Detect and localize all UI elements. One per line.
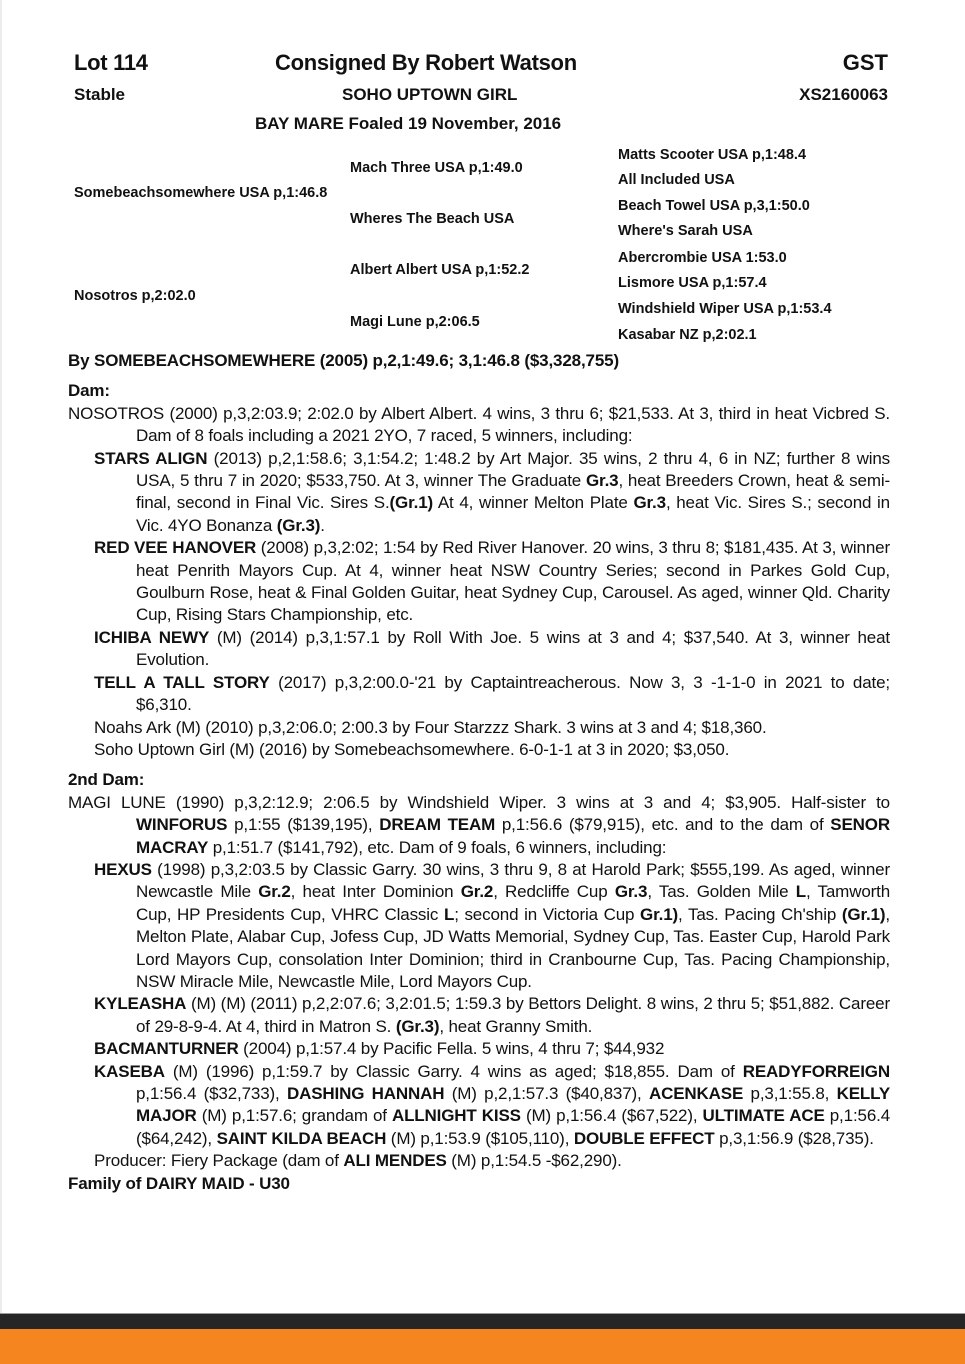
dam-intro: NOSOTROS (2000) p,3,2:03.9; 2:02.0 by Albert Albert. 4 wins, 3 thru 6; $21,533. At 3, third in heat Vicbred S. Dam of 8 foals including a 2021 2YO, 7 raced, 5 winners, including: <box>68 403 890 446</box>
pedigree-gen3: All Included USA <box>618 172 735 188</box>
pedigree-dam: Nosotros p,2:02.0 <box>74 288 196 304</box>
pedigree-gen3: Beach Towel USA p,3,1:50.0 <box>618 198 810 214</box>
location: Stable <box>74 85 126 104</box>
progeny-entry-bacmanturner: BACMANTURNER (2004) p,1:57.4 by Pacific Fella. 5 wins, 4 thru 7; $44,932 <box>94 1039 665 1059</box>
pedigree-dam-sire: Albert Albert USA p,1:52.2 <box>350 262 530 278</box>
horse-id: XS2160063 <box>799 85 888 104</box>
footer-orange-band <box>0 1329 965 1364</box>
second-dam-intro: MAGI LUNE (1990) p,3,2:12.9; 2:06.5 by Windshield Wiper. 3 wins at 3 and 4; $3,905. Half-sister to WINFORUS p,1:55 ($139,195), DREAM TEAM p,1:56.6 ($79,915), etc. and to the dam of SENOR MACRAY p,1:51.7 ($141,792), etc. Dam of 9 foals, 6 winners, including: <box>68 792 891 857</box>
horse-description: BAY MARE Foaled 19 November, 2016 <box>255 114 562 133</box>
progeny-entry: Soho Uptown Girl (M) (2016) by Somebeachsomewhere. 6-0-1-1 at 3 in 2020; $3,050. <box>94 739 730 759</box>
producer-line: Producer: Fiery Package (dam of ALI MENDES (M) p,1:54.5 -$62,290). <box>94 1151 622 1171</box>
progeny-name: RED VEE HANOVER <box>94 538 257 558</box>
footer-dark-band <box>0 1313 965 1330</box>
consignor: Consigned By Robert Watson <box>275 50 577 75</box>
progeny-entry-kyleasha: KYLEASHA (M) (M) (2011) p,2,2:07.6; 3,2:01.5; 1:59.3 by Bettors Delight. 8 wins, 2 thru 5; $51,882. Career of 29-8-9-4. At 4, third in Matron S. (Gr.3), heat Granny Smith. <box>94 994 890 1036</box>
progeny-entry: ICHIBA NEWY (M) (2014) p,3,1:57.1 by Roll With Joe. 5 wins at 3 and 4; $37,540. At 3, winner heat Evolution. <box>94 627 890 670</box>
sale-code: GST <box>842 50 888 75</box>
pedigree-gen3: Matts Scooter USA p,1:48.4 <box>618 147 807 163</box>
pedigree-gen3: Abercrombie USA 1:53.0 <box>618 250 787 266</box>
dam-heading: Dam: <box>68 381 110 401</box>
pedigree-sire-dam: Wheres The Beach USA <box>350 211 515 227</box>
progeny-entry: TELL A TALL STORY (2017) p,3,2:00.0-'21 by Captaintreacherous. Now 3, 3 -1-1-0 in 2021 to date; $6,310. <box>94 672 890 715</box>
horse-name: SOHO UPTOWN GIRL <box>342 85 518 104</box>
pedigree-gen3: Kasabar NZ p,2:02.1 <box>618 327 757 343</box>
progeny-entry-hexus: HEXUS (1998) p,3,2:03.5 by Classic Garry. 30 wins, 3 thru 9, 8 at Harold Park; $555,199. As aged, winner Newcastle Mile Gr.2, heat Inter Dominion Gr.2, Redcliffe Cup Gr.3, Tas. Golden Mile L, Tamworth Cup, HP Presidents Cup, VHRC Classic L; second in Victoria Cup Gr.1), Tas. Pacing Ch'ship (Gr.1), Melton Plate, Alabar Cup, Jofess Cup, JD Watts Memorial, Sydney Cup, Tas. Easter Cup, Harold Park Lord Mayors Cup, consolation Inter Dominion; third in Cranbourne Cup, Tas. Pacing Championship, NSW Miracle Mile, Newcastle Mile, Lord Mayors Cup. <box>94 859 891 991</box>
pedigree-dam-dam: Magi Lune p,2:06.5 <box>350 314 480 330</box>
lot-number: Lot 114 <box>74 50 148 75</box>
progeny-name: STARS ALIGN <box>94 448 208 468</box>
progeny-name: TELL A TALL STORY <box>94 672 270 692</box>
sire-line: By SOMEBEACHSOMEWHERE (2005) p,2,1:49.6; 3,1:46.8 ($3,328,755) <box>68 351 619 370</box>
progeny-entry: STARS ALIGN (2013) p,2,1:58.6; 3,1:54.2; 1:48.2 by Art Major. 35 wins, 2 thru 4, 6 in NZ; further 8 wins USA, 5 thru 7 in 2020; $533,750. At 3, winner The Graduate Gr.3, heat Breeders Crown, heat & semi-final, second in Final Vic. Sires S.(Gr.1) At 4, winner Melton Plate Gr.3, heat Vic. Sires S.; second in Vic. 4YO Bonanza (Gr.3). <box>94 448 890 535</box>
pedigree-sire: Somebeachsomewhere USA p,1:46.8 <box>74 185 328 201</box>
pedigree-gen3: Lismore USA p,1:57.4 <box>618 275 767 291</box>
progeny-entry: RED VEE HANOVER (2008) p,3,2:02; 1:54 by Red River Hanover. 20 wins, 3 thru 8; $181,435. At 3, winner heat Penrith Mayors Cup. At 4, winner heat NSW Country Series; second in Parkes Gold Cup, Goulburn Rose, heat & Final Golden Guitar, heat Sydney Cup, Carousel. As aged, winner Qld. Charity Cup, Rising Stars Championship, etc. <box>94 538 890 625</box>
pedigree-gen3: Where's Sarah USA <box>618 223 753 239</box>
progeny-entry: Noahs Ark (M) (2010) p,3,2:06.0; 2:00.3 by Four Starzzz Shark. 3 wins at 3 and 4; $18,360. <box>94 717 767 737</box>
page-edge <box>0 0 2 1313</box>
pedigree-sire-sire: Mach Three USA p,1:49.0 <box>350 160 523 176</box>
family-line: Family of DAIRY MAID - U30 <box>68 1173 290 1193</box>
progeny-name: ICHIBA NEWY <box>94 627 210 647</box>
second-dam-heading: 2nd Dam: <box>68 770 145 790</box>
catalogue-body <box>68 350 890 1195</box>
progeny-entry-kaseba: KASEBA (M) (1996) p,1:59.7 by Classic Garry. 4 wins as aged; $18,855. Dam of READYFORREIGN p,1:56.4 ($32,733), DASHING HANNAH (M) p,2,1:57.3 ($40,837), ACENKASE p,3,1:55.8, KELLY MAJOR (M) p,1:57.6; grandam of ALLNIGHT KISS (M) p,1:56.4 ($67,522), ULTIMATE ACE p,1:56.4 ($64,242), SAINT KILDA BEACH (M) p,1:53.9 ($105,110), DOUBLE EFFECT p,3,1:56.9 ($28,735). <box>94 1061 891 1148</box>
pedigree-gen3: Windshield Wiper USA p,1:53.4 <box>618 301 832 317</box>
